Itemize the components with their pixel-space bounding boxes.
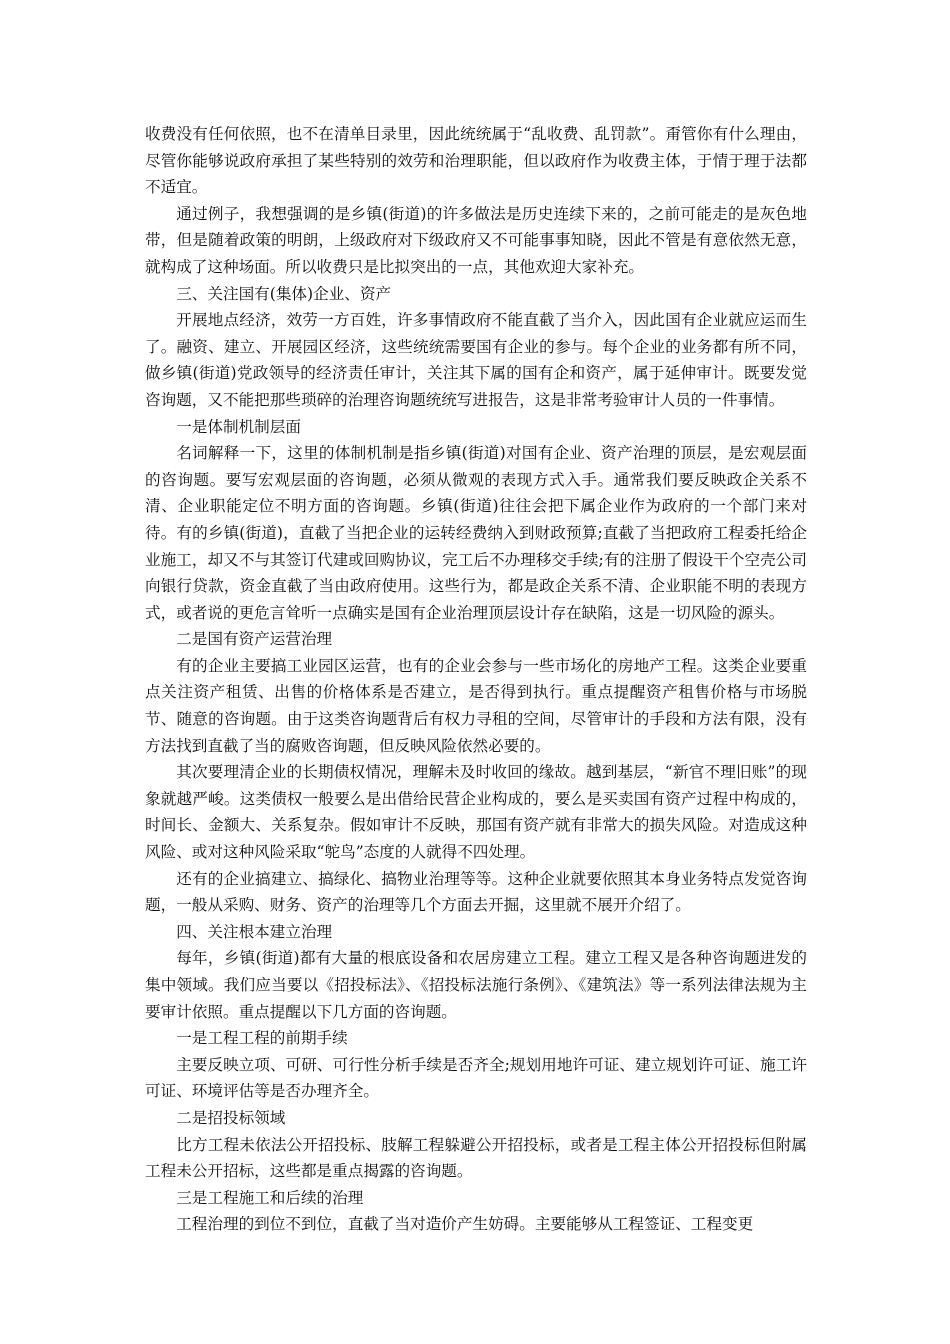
section-heading: 三、关注国有(集体)企业、资产 [176,284,392,303]
paragraph: 有的企业主要搞工业园区运营，也有的企业会参与一些市场化的房地产工程。这类企业要重点关注资产租赁、出售的价格体系是否建立，是否得到执行。重点提醒资产租售价格与市场脱节、随意的咨询题。由于这类咨询题背后有权力寻租的空间，尽管审计的手段和方法有限，没有方法找到直截了当的腐败咨询题，但反映风险依然必要的。 [145,656,807,755]
paragraph: 开展地点经济，效劳一方百姓，许多事情政府不能直截了当介入，因此国有企业就应运而生了。融资、建立、开展园区经济，这些统统需要国有企业的参与。每个企业的业务都有所不同，做乡镇(街道)党政领导的经济责任审计，关注其下属的国有企和资产，属于延伸审计。既要发觉咨询题，又不能把那些琐碎的治理咨询题统统写进报告，这是非常考验审计人员的一件事情。 [145,311,807,409]
paragraph: 名词解释一下，这里的体制机制是指乡镇(街道)对国有企业、资产治理的顶层，是宏观层面的咨询题。要写宏观层面的咨询题，必须从微观的表现方式入手。通常我们要反映政企关系不清、企业职能定位不明方面的咨询题。乡镇(街道)往往会把下属企业作为政府的一个部门来对待。有的乡镇(街道)，直截了当把企业的运转经费纳入到财政预算;直截了当把政府工程委托给企业施工，却又不与其签订代建或回购协议，完工后不办理移交手续;有的注册了假设干个空壳公司向银行贷款，资金直截了当由政府使用。这些行为，都是政企关系不清、企业职能不明的表现方式，或者说的更危言耸听一点确实是国有企业治理顶层设计存在缺陷，这是一切风险的源头。 [145,444,807,622]
subsection-heading: 一是工程工程的前期手续 [176,1029,348,1048]
subsection-heading: 二是招投标领域 [176,1108,286,1127]
paragraph: 还有的企业搞建立、搞绿化、搞物业治理等等。这种企业就要依照其本身业务特点发觉咨询题，一般从采购、财务、资产的治理等几个方面去开掘，这里就不展开介绍了。 [145,869,807,915]
paragraph: 通过例子，我想强调的是乡镇(街道)的许多做法是历史连续下来的，之前可能走的是灰色地带，但是随着政策的明朗，上级政府对下级政府又不可能事事知晓，因此不管是有意依然无意，就构成了这种场面。所以收费只是比拟突出的一点，其他欢迎大家补充。 [145,204,807,276]
paragraph: 工程治理的到位不到位，直截了当对造价产生妨碍。主要能够从工程签证、工程变更 [176,1215,754,1234]
subsection-heading: 一是体制机制层面 [176,417,301,436]
section-heading: 四、关注根本建立治理 [176,922,333,941]
document-body [145,121,807,1238]
subsection-heading: 三是工程施工和后续的治理 [176,1188,364,1207]
paragraph: 收费没有任何依照，也不在清单目录里，因此统统属于“乱收费、乱罚款”。甭管你有什么理由，尽管你能够说政府承担了某些特别的效劳和治理职能，但以政府作为收费主体，于情于理于法都不适宜。 [145,125,807,197]
subsection-heading: 二是国有资产运营治理 [176,630,333,649]
paragraph: 其次要理清企业的长期债权情况，理解未及时收回的缘故。越到基层，“新官不理旧账”的现象就越严峻。这类债权一般要么是出借给民营企业构成的，要么是买卖国有资产过程中构成的，时间长、金额大、关系复杂。假如审计不反映，那国有资产就有非常大的损失风险。对造成这种风险、或对这种风险采取“鸵鸟”态度的人就得不四处理。 [145,763,807,862]
paragraph: 比方工程未依法公开招投标、肢解工程躲避公开招投标，或者是工程主体公开招投标但附属工程未公开招标，这些都是重点揭露的咨询题。 [145,1135,807,1181]
paragraph: 每年，乡镇(街道)都有大量的根底设备和农居房建立工程。建立工程又是各种咨询题进发的集中领域。我们应当要以《招投标法》、《招投标法施行条例》、《建筑法》等一系列法律法规为主要审计依照。重点提醒以下几方面的咨询题。 [145,949,807,1021]
paragraph: 主要反映立项、可研、可行性分析手续是否齐全;规划用地许可证、建立规划许可证、施工许可证、环境评估等是否办理齐全。 [145,1055,807,1101]
